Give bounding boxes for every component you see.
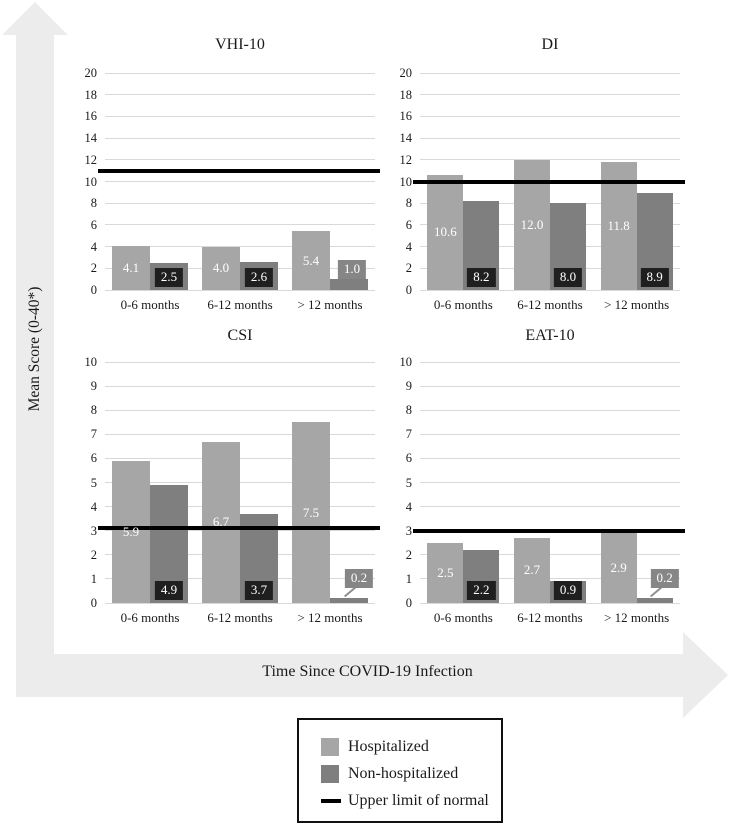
plot-area: [84, 66, 375, 312]
y-tick-label: 4: [405, 239, 412, 254]
y-tick-label: 2: [405, 261, 412, 276]
legend-label: Upper limit of normal: [348, 792, 489, 809]
gridline: [420, 386, 680, 387]
y-tick-label: 6: [90, 451, 97, 466]
y-tick-label: 2: [90, 261, 97, 276]
category-label: > 12 months: [604, 610, 670, 625]
category-label: > 12 months: [604, 297, 670, 312]
plot-area: [399, 355, 680, 625]
y-tick-label: 20: [399, 66, 412, 80]
upper-limit-of-normal-line: [98, 169, 380, 173]
gridline: [420, 482, 680, 483]
gridline: [420, 138, 680, 139]
bar-value-label: 4.1: [122, 259, 140, 275]
bar-value-label: 8.2: [467, 268, 495, 287]
bar-value-label: 5.9: [122, 523, 140, 539]
gridline: [420, 362, 680, 363]
gridline: [105, 138, 375, 139]
bar-value-label: 0.2: [651, 569, 679, 588]
y-tick-label: 8: [405, 403, 412, 418]
y-tick-label: 10: [399, 355, 412, 369]
y-axis-arrow-head-icon: [2, 2, 68, 35]
y-tick-label: 5: [90, 475, 97, 490]
y-tick-label: 4: [405, 499, 412, 514]
chart-title: EAT-10: [525, 327, 575, 344]
gridline: [420, 458, 680, 459]
bar-value-label: 10.6: [433, 224, 457, 240]
bar-value-label: 12.0: [520, 216, 544, 232]
hospitalized-swatch-icon: [321, 738, 339, 756]
y-tick-label: 2: [90, 547, 97, 562]
gridline: [420, 73, 680, 74]
category-label: 0-6 months: [433, 610, 493, 625]
legend-item-hospitalized: [321, 737, 501, 756]
y-tick-label: 5: [405, 475, 412, 490]
bar-value-label: 1.0: [338, 260, 366, 279]
y-tick-label: 4: [90, 239, 97, 254]
bar-value-label: 0.2: [345, 569, 373, 588]
legend: [297, 718, 503, 823]
y-tick-label: 18: [399, 87, 412, 102]
y-tick-label: 14: [399, 131, 412, 146]
gridline: [420, 159, 680, 160]
y-tick-label: 7: [405, 427, 412, 442]
bar-value-label: 4.0: [212, 260, 230, 276]
y-tick-label: 8: [405, 196, 412, 211]
gridline: [420, 410, 680, 411]
upper-limit-of-normal-line: [413, 529, 685, 533]
category-label: 6-12 months: [517, 610, 583, 625]
bar-value-label: 2.5: [437, 564, 454, 580]
legend-label: Non-hospitalized: [348, 765, 459, 782]
label-leader-line: [650, 587, 662, 598]
bar-value-label: 11.8: [607, 217, 630, 233]
gridline: [420, 434, 680, 435]
gridline: [420, 94, 680, 95]
x-axis-arrow-head-icon: [683, 632, 728, 718]
gridline: [105, 116, 375, 117]
x-axis-title: Time Since COVID-19 Infection: [262, 663, 473, 680]
y-tick-label: 0: [90, 283, 97, 297]
category-label: 6-12 months: [517, 297, 583, 312]
bar-value-label: 3.7: [245, 581, 273, 600]
y-tick-label: 16: [84, 109, 97, 124]
legend-item-non-hospitalized: [321, 764, 501, 783]
gridline: [105, 434, 375, 435]
y-tick-label: 10: [84, 174, 97, 189]
gridline: [105, 73, 375, 74]
y-tick-label: 16: [399, 109, 412, 124]
gridline: [105, 94, 375, 95]
gridline: [420, 116, 680, 117]
category-label: 6-12 months: [207, 610, 273, 625]
y-tick-label: 1: [90, 571, 97, 586]
bar-value-label: 2.5: [155, 268, 183, 287]
gridline: [105, 181, 375, 182]
y-tick-label: 1: [405, 571, 412, 586]
y-tick-label: 10: [84, 355, 97, 369]
y-tick-label: 9: [90, 379, 97, 394]
legend-label: Hospitalized: [348, 738, 429, 755]
chart-title: DI: [541, 36, 559, 53]
bar-value-label: 2.7: [523, 562, 541, 578]
category-label: 0-6 months: [433, 297, 493, 312]
bar-non-hospitalized: [330, 598, 368, 603]
y-tick-label: 12: [399, 152, 412, 167]
bar-value-label: 7.5: [302, 504, 320, 520]
bar-value-label: 0.9: [554, 581, 582, 600]
y-tick-label: 10: [399, 174, 412, 189]
category-label: > 12 months: [297, 297, 363, 312]
chart-title: VHI-10: [215, 36, 265, 53]
y-tick-label: 14: [84, 131, 97, 146]
y-tick-label: 9: [405, 379, 412, 394]
y-tick-label: 0: [405, 596, 412, 610]
bar-non-hospitalized: [637, 598, 673, 603]
y-tick-label: 4: [90, 499, 97, 514]
plot-area: [399, 66, 680, 312]
y-axis-title: Mean Score (0-40*): [26, 286, 43, 412]
y-tick-label: 6: [405, 451, 412, 466]
y-tick-label: 0: [405, 283, 412, 297]
gridline: [105, 224, 375, 225]
y-tick-label: 3: [405, 523, 412, 538]
non-hospitalized-swatch-icon: [321, 765, 339, 783]
gridline: [105, 159, 375, 160]
bar-value-label: 5.4: [302, 252, 320, 268]
y-tick-label: 0: [90, 596, 97, 610]
gridline: [105, 410, 375, 411]
bar-value-label: 2.6: [245, 268, 273, 287]
gridline: [420, 506, 680, 507]
gridline: [105, 458, 375, 459]
category-label: > 12 months: [297, 610, 363, 625]
plot-area: [84, 355, 375, 625]
bar-value-label: 8.0: [554, 268, 582, 287]
y-tick-label: 18: [84, 87, 97, 102]
bar-non-hospitalized: [330, 279, 368, 290]
y-tick-label: 20: [84, 66, 97, 80]
category-label: 0-6 months: [120, 297, 180, 312]
category-label: 6-12 months: [207, 297, 273, 312]
bar-value-label: 2.9: [610, 560, 627, 576]
bar-value-label: 4.9: [155, 581, 183, 600]
y-tick-label: 8: [90, 403, 97, 418]
bar-value-label: 8.9: [641, 268, 669, 287]
y-tick-label: 6: [405, 217, 412, 232]
gridline: [105, 362, 375, 363]
gridline: [105, 386, 375, 387]
y-tick-label: 7: [90, 427, 97, 442]
legend-item-upper-limit: [321, 791, 501, 810]
y-tick-label: 6: [90, 217, 97, 232]
y-tick-label: 8: [90, 196, 97, 211]
y-tick-label: 12: [84, 152, 97, 167]
bar-value-label: 6.7: [212, 514, 230, 530]
gridline: [105, 203, 375, 204]
upper-limit-of-normal-line: [413, 180, 685, 184]
chart-title: CSI: [227, 327, 253, 344]
upper-limit-line-swatch-icon: [321, 799, 341, 803]
bar-value-label: 2.2: [467, 581, 495, 600]
y-tick-label: 2: [405, 547, 412, 562]
category-label: 0-6 months: [120, 610, 180, 625]
y-tick-label: 3: [90, 523, 97, 538]
label-leader-line: [344, 587, 356, 598]
